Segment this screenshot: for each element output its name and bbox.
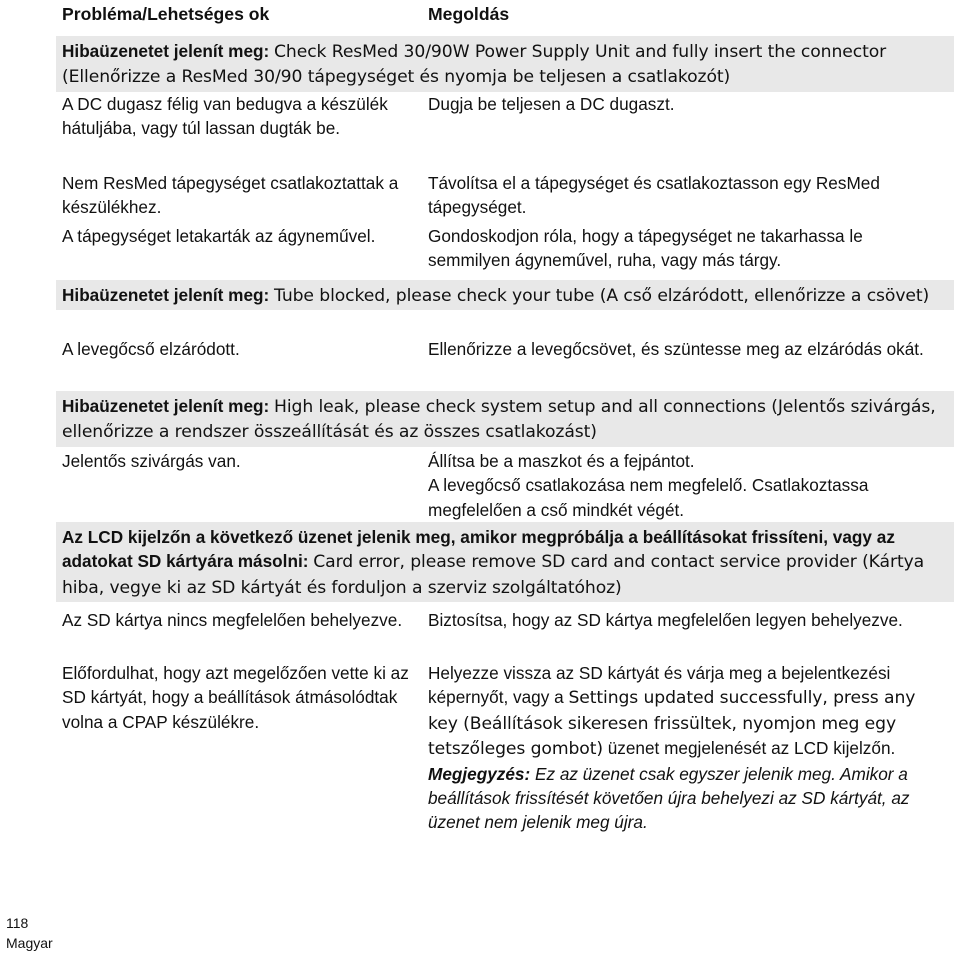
solution-cell: Távolítsa el a tápegységet és csatlakoztasson egy ResMed tápegységet. bbox=[428, 173, 880, 218]
note-text: Ez az üzenet csak egyszer jelenik meg. Amikor a beállítások frissítését követően újra behelyezi az SD kártyát, az üzenet nem jelenik meg újra. bbox=[428, 763, 910, 833]
problem-cell: Előfordulhat, hogy azt megelőzően vette ki az SD kártyát, hogy a beállítások átmásolódtak volna a CPAP készülékre. bbox=[62, 663, 409, 732]
solution-line: A levegőcső csatlakozása nem megfelelő. Csatlakoztassa megfelelően a cső mindkét végét. bbox=[428, 475, 869, 520]
solution-line: Állítsa be a maszkot és a fejpántot. bbox=[428, 451, 695, 471]
error-message: High leak, please check system setup and all connections (Jelentős szivárgás, ellenőrizze a rendszer összeállítását és az összes csatlakozást) bbox=[62, 397, 936, 443]
problem-cell: A levegőcső elzáródott. bbox=[62, 339, 240, 359]
error-message: Card error, please remove SD card and contact service provider (Kártya hiba, vegye ki az SD kártyát és forduljon a szerviz szolgáltatóhoz) bbox=[62, 552, 925, 598]
error-label: Hibaüzenetet jelenít meg: bbox=[62, 41, 270, 61]
solution-text: Helyezze vissza az SD kártyát és várja meg a bejelentkezési képernyőt, vagy a bbox=[428, 663, 891, 708]
lcd-message: Settings updated successfully, press any key (Beállítások sikeresen frissültek, nyomjon meg egy tetszőleges gombot) bbox=[428, 688, 916, 760]
error-message-band bbox=[56, 280, 954, 310]
error-message: Tube blocked, please check your tube (A cső elzáródott, ellenőrizze a csövet) bbox=[274, 286, 930, 306]
solution-cell: Biztosítsa, hogy az SD kártya megfelelően legyen behelyezve. bbox=[428, 610, 903, 630]
note-label: Megjegyzés: bbox=[428, 763, 531, 784]
problem-cell: A tápegységet letakarták az ágyneművel. bbox=[62, 226, 376, 246]
problem-cell: Nem ResMed tápegységet csatlakoztattak a készülékhez. bbox=[62, 173, 399, 218]
error-label: Hibaüzenetet jelenít meg: bbox=[62, 285, 270, 305]
problem-cell: Jelentős szivárgás van. bbox=[62, 451, 241, 471]
error-message-band bbox=[56, 36, 954, 92]
page-number: 118 bbox=[6, 915, 29, 931]
error-label: Az LCD kijelzőn a következő üzenet jelenik meg, amikor megpróbálja a beállításokat frissíteni, vagy az adatokat SD kártyára másolni: bbox=[62, 527, 895, 572]
solution-cell bbox=[428, 449, 948, 522]
solution-cell bbox=[428, 661, 948, 835]
solution-text: üzenet megjelenését az LCD kijelzőn. bbox=[607, 738, 896, 759]
solution-cell: Dugja be teljesen a DC dugaszt. bbox=[428, 94, 675, 114]
problem-cell: Az SD kártya nincs megfelelően behelyezve. bbox=[62, 610, 403, 630]
problem-cell: A DC dugasz félig van bedugva a készülék hátuljába, vagy túl lassan dugták be. bbox=[62, 94, 388, 139]
error-label: Hibaüzenetet jelenít meg: bbox=[62, 396, 270, 416]
solution-cell: Ellenőrizze a levegőcsövet, és szüntesse meg az elzáródás okát. bbox=[428, 339, 924, 359]
error-message-band bbox=[56, 391, 954, 447]
note bbox=[428, 762, 948, 835]
problem-column-header: Probléma/Lehetséges ok bbox=[62, 4, 270, 24]
solution-cell: Gondoskodjon róla, hogy a tápegységet ne takarhassa le semmilyen ágyneművel, ruha, vagy más tárgy. bbox=[428, 226, 863, 271]
page-language: Magyar bbox=[6, 935, 53, 951]
solution-column-header: Megoldás bbox=[428, 4, 510, 24]
error-message-band bbox=[56, 522, 954, 602]
error-message: Check ResMed 30/90W Power Supply Unit and fully insert the connector (Ellenőrizze a ResMed 30/90 tápegységet és nyomja be teljesen a csatlakozót) bbox=[62, 42, 887, 88]
